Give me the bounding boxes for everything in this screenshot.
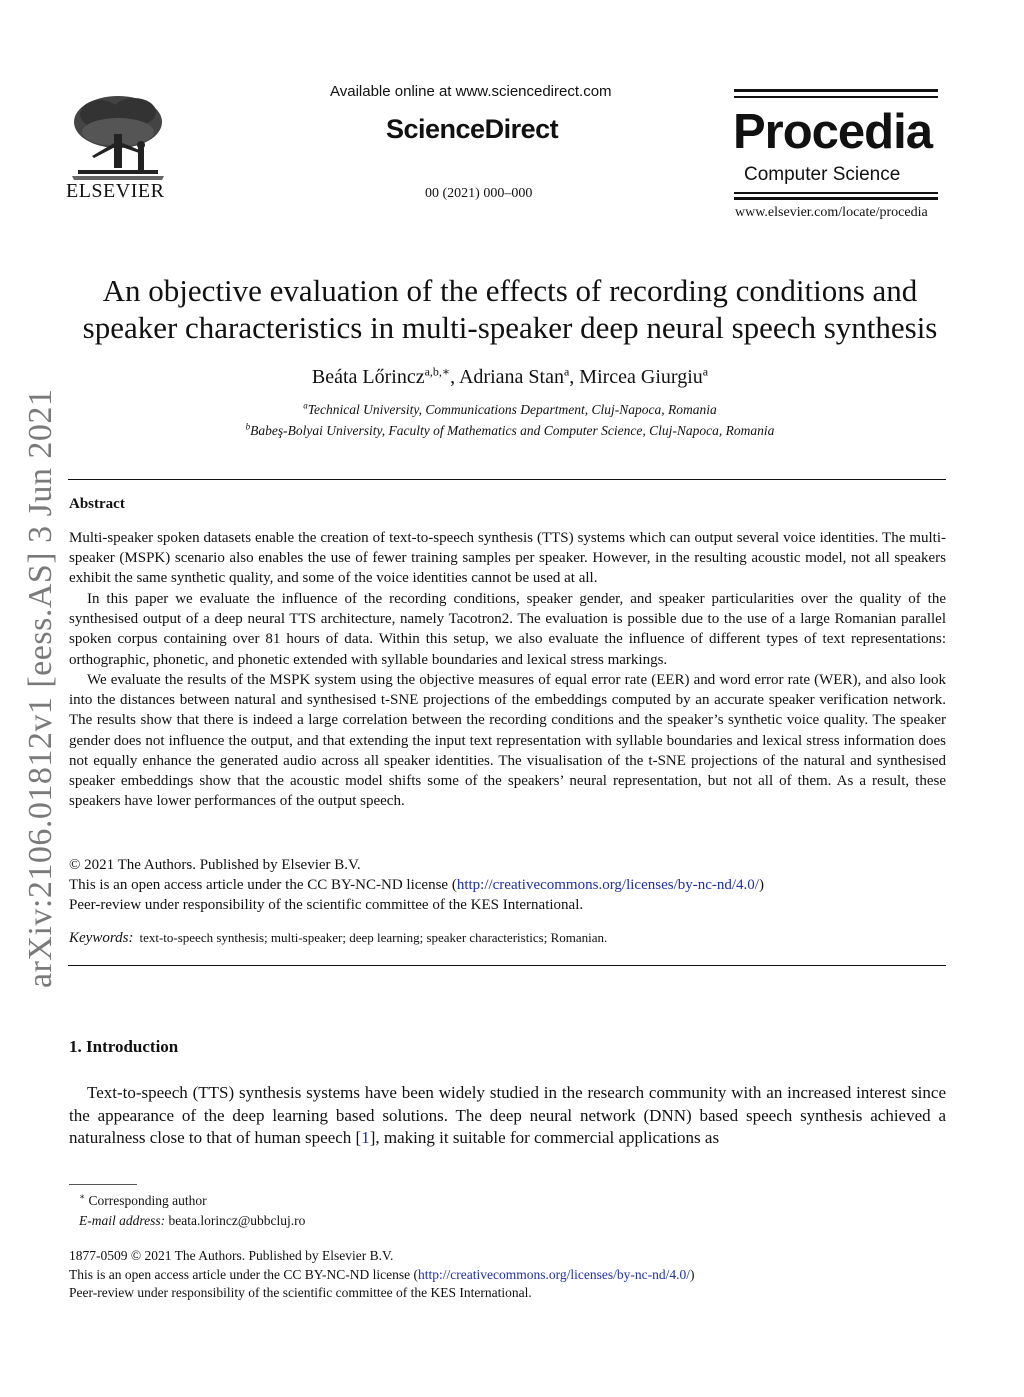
author-1-affil: a,b,∗ xyxy=(424,364,451,379)
license-line xyxy=(69,875,949,895)
bottom-license-line xyxy=(69,1266,694,1285)
affiliation-b xyxy=(60,423,960,439)
bottom-copyright-block xyxy=(69,1247,694,1303)
introduction-paragraph xyxy=(69,1082,946,1150)
affiliation-text: Technical University, Communications Department, Cluj-Napoca, Romania xyxy=(307,402,717,417)
keywords-values: text-to-speech synthesis; multi-speaker; deep learning; speaker characteristics; Romanian. xyxy=(139,930,608,945)
sciencedirect-wordmark: ScienceDirect xyxy=(386,114,559,144)
author-separator: , xyxy=(569,366,580,388)
peer-review-line: Peer-review under responsibility of the scientific committee of the KES International. xyxy=(69,897,584,914)
intro-text-end: ], making it suitable for commercial applications as xyxy=(369,1128,720,1147)
title-line-1: An objective evaluation of the effects of recording conditions and xyxy=(102,273,918,308)
author-list xyxy=(60,366,960,389)
elsevier-wordmark: ELSEVIER xyxy=(66,180,165,202)
footnote-corresponding xyxy=(79,1191,305,1211)
bottom-peer-review-line: Peer-review under responsibility of the scientific committee of the KES International. xyxy=(69,1285,532,1300)
affiliation-a xyxy=(60,402,960,418)
citation-link[interactable]: 1 xyxy=(361,1128,370,1147)
procedia-wordmark: Procedia xyxy=(733,105,932,159)
license-link[interactable]: http://creativecommons.org/licenses/by-nc-nd/4.0/ xyxy=(456,877,759,894)
affiliation-marker: b xyxy=(245,421,251,432)
copyright-line: © 2021 The Authors. Published by Elsevier B.V. xyxy=(69,857,361,873)
footnote-text: Corresponding author xyxy=(88,1193,207,1208)
arxiv-identifier: arXiv:2106.01812v1 [eess.AS] 3 Jun 2021 xyxy=(22,388,59,988)
affiliation-text: Babeş-Bolyai University, Faculty of Mathematics and Computer Science, Cluj-Napoca, Romania xyxy=(250,423,775,438)
email-address[interactable]: beata.lorincz@ubbcluj.ro xyxy=(168,1213,306,1228)
section-heading-introduction: 1. Introduction xyxy=(69,1037,179,1056)
procedia-subtitle: Computer Science xyxy=(744,164,901,185)
journal-url[interactable]: www.elsevier.com/locate/procedia xyxy=(735,205,928,220)
footnote-marker: ∗ xyxy=(79,1191,86,1202)
author-2-affil: a xyxy=(563,364,570,379)
license-text: This is an open access article under the CC BY-NC-ND license ( xyxy=(69,877,457,894)
procedia-rule-top-thin xyxy=(734,96,938,98)
keywords-line xyxy=(69,930,607,947)
license-text-end: ) xyxy=(758,877,764,894)
keywords-label: Keywords: xyxy=(69,930,134,946)
title-line-2: speaker characteristics in multi-speaker deep neural speech synthesis xyxy=(82,310,938,345)
procedia-rule-bottom-thin xyxy=(734,192,938,194)
bottom-license-link[interactable]: http://creativecommons.org/licenses/by-nc-nd/4.0/ xyxy=(418,1266,690,1282)
abstract-heading: Abstract xyxy=(69,496,125,512)
footnote-rule xyxy=(69,1184,137,1185)
author-separator: , xyxy=(450,366,459,388)
issn-line: 1877-0509 © 2021 The Authors. Published by Elsevier B.V. xyxy=(69,1248,394,1263)
author-3-affil: a xyxy=(702,364,709,379)
procedia-rule-top xyxy=(734,89,938,92)
email-label: E-mail address: xyxy=(79,1213,166,1228)
procedia-rule-bottom xyxy=(734,197,938,200)
license-text-end: ) xyxy=(689,1266,695,1282)
divider xyxy=(68,479,946,480)
paper-title xyxy=(60,272,960,346)
divider xyxy=(68,965,946,966)
intro-text: Text-to-speech (TTS) synthesis systems have been widely studied in the research community with an increased interest since the appearance of the deep learning based solutions. The deep neural network (DNN) based speech synthesis achieved a naturalness close to that of human speech [ xyxy=(69,1083,946,1147)
copyright-block xyxy=(69,855,949,916)
author-3: Mircea Giurgiu xyxy=(579,366,703,388)
author-1: Beáta Lőrincz xyxy=(311,366,425,388)
abstract-paragraph-3: We evaluate the results of the MSPK system using the objective measures of equal error rate (EER) and word error rate (WER), and also look into the distances between natural and synthesised t-SNE projections of the embeddings computed by an accurate speaker verification network. The results show that there is indeed a large correlation between the recording conditions and the speaker’s synthetic voice quality. The speaker gender does not influence the output, and that extending the input text representation with syllable boundaries and lexical stress information does not equally enhance the generated audio across all speaker identities. The visualisation of the t-SNE projections of the natural and synthesised speaker embeddings show that the acoustic model shifts some of the speakers’ neural representation, but not all of them. As a result, these speakers have lower performances of the output speech. xyxy=(69,672,946,810)
footnote xyxy=(79,1191,305,1231)
available-online-text: Available online at www.sciencedirect.com xyxy=(330,83,612,100)
abstract-paragraph-1: Multi-speaker spoken datasets enable the creation of text-to-speech synthesis (TTS) systems which can output several voice identities. The multi-speaker (MSPK) scenario also enables the use of fewer training samples per speaker. However, in the resulting acoustic model, not all speakers exhibit the same synthetic quality, and some of the voice identities cannot be used at all. xyxy=(69,530,946,587)
footnote-email xyxy=(79,1211,305,1231)
abstract-paragraph-2: In this paper we evaluate the influence of the recording conditions, speaker gender, and speaker particularities over the quality of the synthesised output of a deep neural TTS architecture, namely Tacotron2. The evaluation is possible due to the use of a large Romanian parallel spoken corpus containing over 81 hours of data. Within this setup, we also evaluate the influence of different types of text representations: orthographic, phonetic, and phonetic extended with syllable boundaries and lexical stress markings. xyxy=(69,591,946,668)
affiliation-marker: a xyxy=(303,400,308,411)
journal-code: 00 (2021) 000–000 xyxy=(425,186,533,201)
license-text: This is an open access article under the CC BY-NC-ND license ( xyxy=(69,1266,419,1282)
author-2: Adriana Stan xyxy=(458,366,564,388)
